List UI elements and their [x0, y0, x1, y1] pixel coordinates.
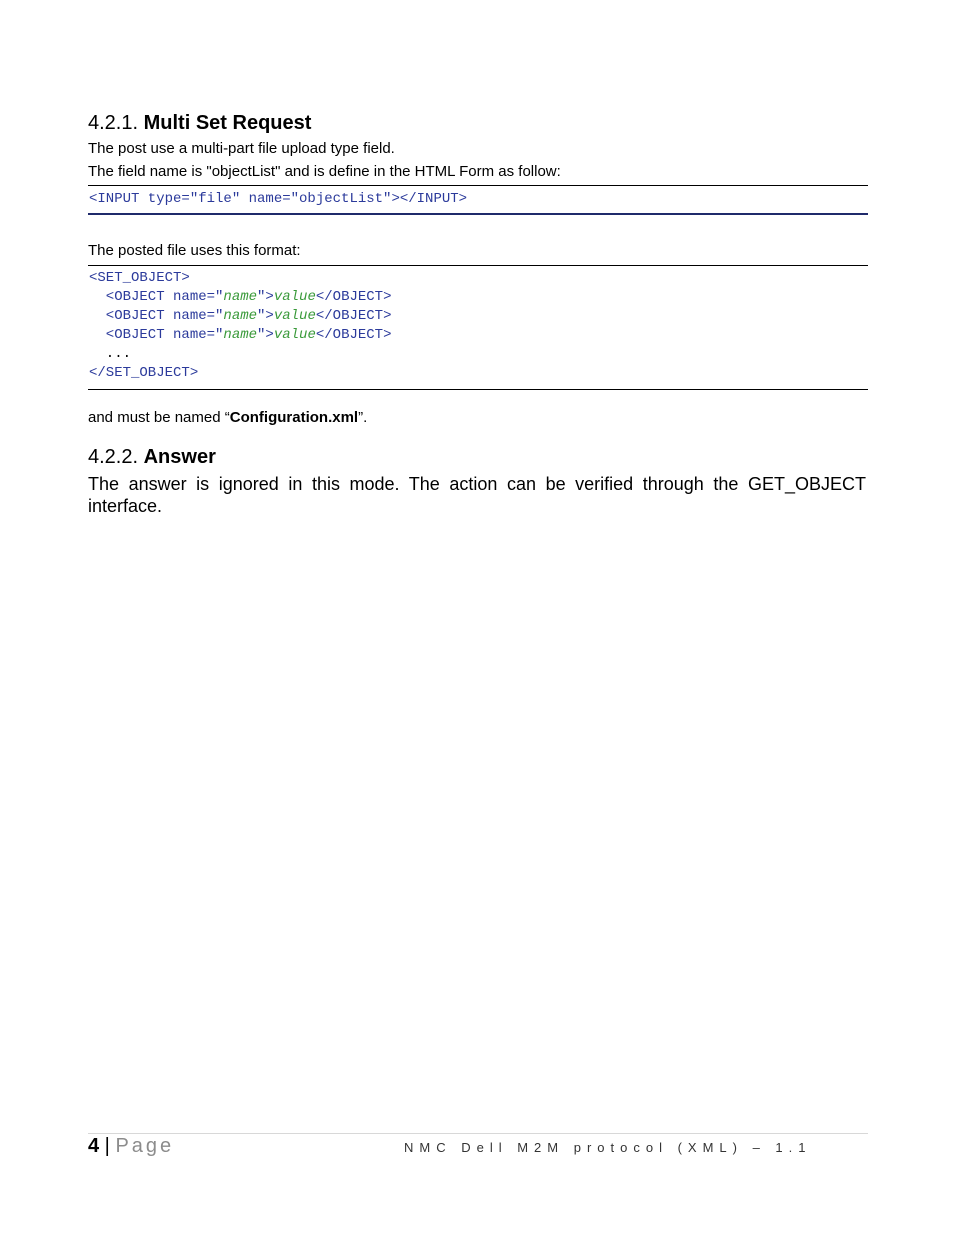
section-number: 4.2.2.: [88, 446, 139, 468]
code-close-tag: </SET_OBJECT>: [89, 365, 199, 381]
section-number: 4.2.1.: [88, 112, 139, 134]
footer-doc-title: NMC Dell M2M protocol (XML) – 1.1: [404, 1140, 812, 1155]
format-code: [89, 269, 391, 383]
paragraph-field-name: The field name is "objectList" and is define in the HTML Form as follow:: [88, 163, 561, 180]
code-open-tag: <SET_OBJECT>: [89, 270, 190, 286]
paragraph-posted-format: The posted file uses this format:: [88, 242, 301, 259]
page-number: 4: [88, 1135, 100, 1157]
paragraph-upload-type: The post use a multi-part file upload type field.: [88, 140, 395, 157]
code-object-line: <OBJECT name="name">value</OBJECT>: [89, 289, 392, 305]
section-title: Multi Set Request: [143, 112, 312, 134]
footer-page-label: 4 | Page: [88, 1135, 175, 1157]
page-word: Page: [115, 1135, 175, 1157]
paragraph-filename: and must be named “Configuration.xml”.: [88, 409, 368, 426]
section-heading-4-2-2: [88, 445, 216, 469]
code-object-line: <OBJECT name="name">value</OBJECT>: [89, 308, 392, 324]
config-filename: Configuration.xml: [229, 409, 359, 426]
section-heading-4-2-1: [88, 111, 311, 135]
answer-paragraph: The answer is ignored in this mode. The action can be verified through the GET_OBJECT interface.: [88, 474, 866, 516]
input-code-block: [88, 185, 868, 215]
section-title: Answer: [143, 446, 216, 468]
code-ellipsis: ...: [89, 346, 132, 362]
document-page: [88, 0, 868, 1235]
input-code-line: <INPUT type="file" name="objectList"></INPUT>: [89, 191, 468, 207]
footer-divider: [88, 1133, 868, 1134]
code-object-line: <OBJECT name="name">value</OBJECT>: [89, 327, 392, 343]
format-code-block: [88, 265, 868, 390]
